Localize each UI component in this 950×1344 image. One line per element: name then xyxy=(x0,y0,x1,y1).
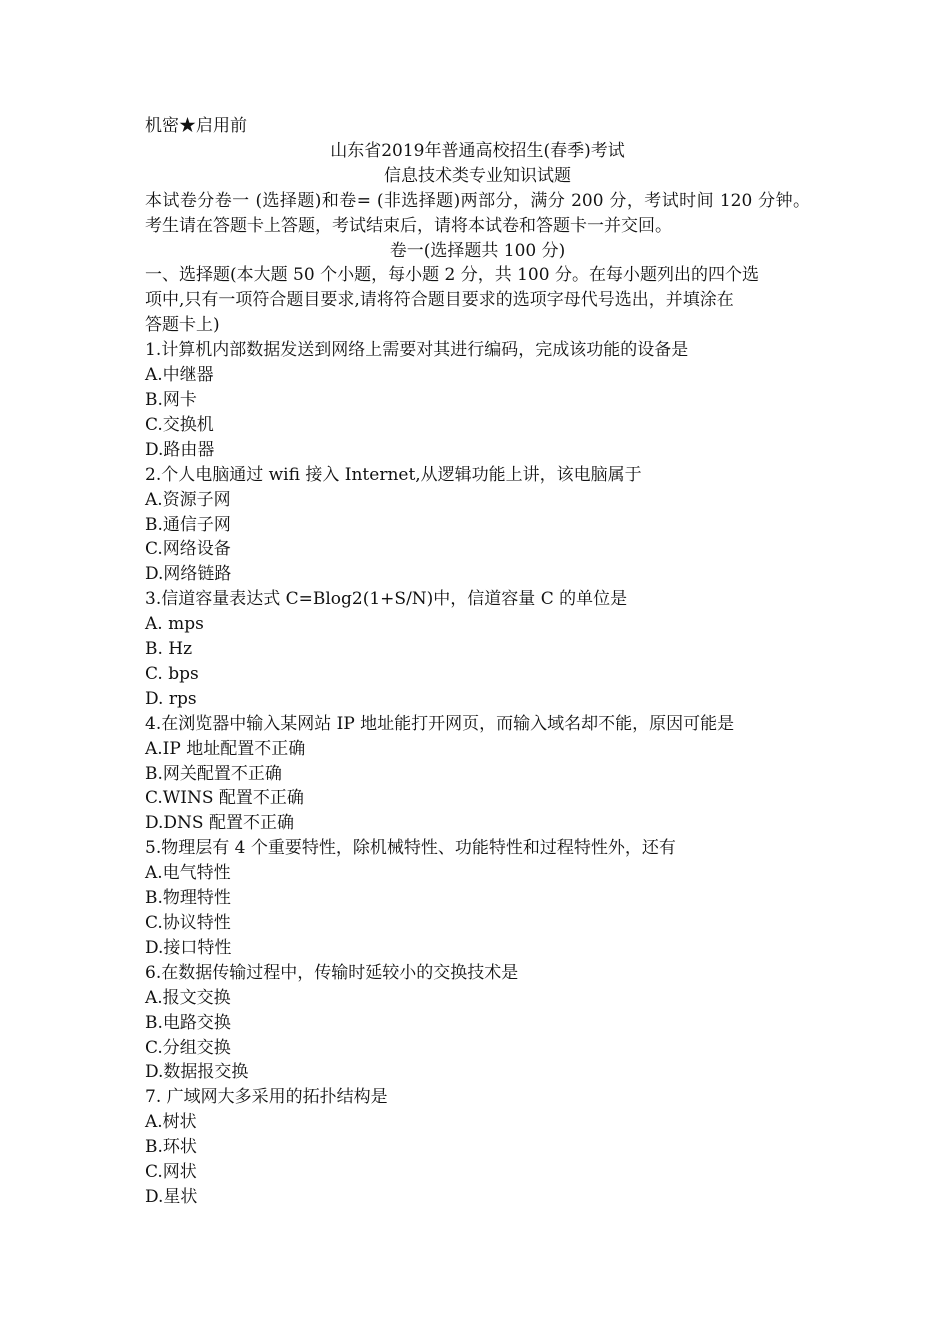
question-stem: 5.物理层有 4 个重要特性，除机械特性、功能特性和过程特性外，还有 xyxy=(145,838,676,859)
exam-subtitle: 信息技术类专业知识试题 xyxy=(384,165,571,186)
question-option: A.IP 地址配置不正确 xyxy=(145,738,306,759)
question-option: D.数据报交换 xyxy=(145,1062,249,1083)
section-instruction-line: 答题卡上) xyxy=(145,315,220,336)
question-option: B. Hz xyxy=(145,639,193,660)
confidential-label: 机密★启用前 xyxy=(145,116,247,136)
question-stem: 1.计算机内部数据发送到网络上需要对其进行编码，完成该功能的设备是 xyxy=(145,340,689,361)
question-option: B.网卡 xyxy=(145,389,197,410)
question-option: B.网关配置不正确 xyxy=(145,763,282,784)
question-option: C. bps xyxy=(145,663,199,684)
question-option: A. mps xyxy=(145,614,204,635)
question-option: B.通信子网 xyxy=(145,514,231,535)
question-option: C.网状 xyxy=(145,1162,197,1183)
question-option: A.资源子网 xyxy=(145,489,231,510)
question-option: B.电路交换 xyxy=(145,1012,231,1033)
question-6 xyxy=(145,961,810,1086)
question-5 xyxy=(145,836,810,961)
question-option: A.中继器 xyxy=(145,365,214,386)
question-2 xyxy=(145,463,810,588)
question-list xyxy=(145,338,810,1210)
question-stem: 2.个人电脑通过 wifi 接入 Internet,从逻辑功能上讲，该电脑属于 xyxy=(145,464,642,485)
exam-page xyxy=(145,114,810,1210)
question-option: C.分组交换 xyxy=(145,1037,231,1058)
question-option: A.报文交换 xyxy=(145,987,231,1008)
question-option: D.星状 xyxy=(145,1186,198,1207)
question-option: D.网络链路 xyxy=(145,564,232,585)
question-option: C.协议特性 xyxy=(145,913,231,933)
exam-intro: 本试卷分卷一 (选择题)和卷= (非选择题)两部分，满分 200 分，考试时间 120 分钟。考生请在答题卡上答题，考试结束后，请将本试卷和答题卡一并交回。 xyxy=(145,190,810,236)
question-stem: 3.信道容量表达式 C=Blog2(1+S/N)中，信道容量 C 的单位是 xyxy=(145,589,628,610)
question-option: B.物理特性 xyxy=(145,888,231,909)
question-option: D. rps xyxy=(145,688,197,709)
question-option: D.DNS 配置不正确 xyxy=(145,813,294,834)
question-option: A.树状 xyxy=(145,1112,197,1133)
question-3 xyxy=(145,587,810,712)
question-7 xyxy=(145,1085,810,1210)
question-stem: 7. 广域网大多采用的拓扑结构是 xyxy=(145,1087,388,1108)
question-4 xyxy=(145,712,810,837)
question-stem: 6.在数据传输过程中，传输时延较小的交换技术是 xyxy=(145,962,519,983)
section-instruction-line: 项中,只有一项符合题目要求,请将符合题目要求的选项字母代号选出，并填涂在 xyxy=(145,290,734,311)
section-heading: 卷一(选择题共 100 分) xyxy=(389,240,566,261)
question-option: B.环状 xyxy=(145,1137,197,1158)
question-stem: 4.在浏览器中输入某网站 IP 地址能打开网页，而输入域名却不能，原因可能是 xyxy=(145,713,735,734)
question-option: A.电气特性 xyxy=(145,863,231,884)
question-option: D.路由器 xyxy=(145,439,215,460)
exam-title: 山东省2019年普通高校招生(春季)考试 xyxy=(330,140,625,161)
question-1 xyxy=(145,338,810,463)
question-option: D.接口特性 xyxy=(145,937,232,958)
question-option: C.WINS 配置不正确 xyxy=(145,788,304,809)
section-instruction-line: 一、选择题(本大题 50 个小题，每小题 2 分，共 100 分。在每小题列出的四个选 xyxy=(145,265,759,286)
question-option: C.网络设备 xyxy=(145,539,231,560)
question-option: C.交换机 xyxy=(145,414,214,435)
